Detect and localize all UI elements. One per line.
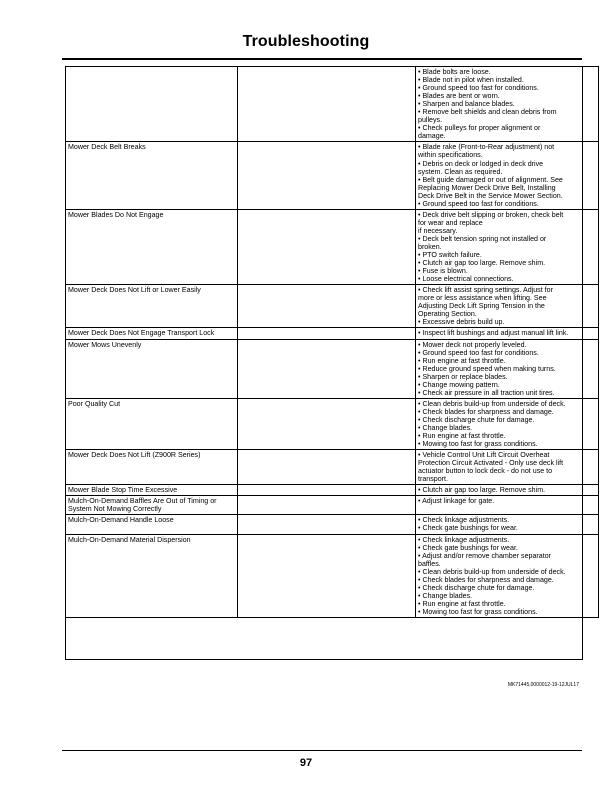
solution-line: baffles. [418, 559, 441, 568]
problem-text: Mower Deck Does Not Lift (Z900R Series) [68, 451, 201, 460]
solution-line: • Check discharge chute for damage. [418, 415, 535, 424]
problem-cell [66, 398, 238, 449]
problem-text: Mower Deck Belt Breaks [68, 143, 146, 152]
solution-line: transport. [418, 475, 448, 484]
page-number: 97 [299, 757, 313, 769]
solution-line: • Check lift assist spring settings. Adjust for [418, 286, 553, 295]
solution-line: Operating Section. [418, 310, 477, 319]
solution-line: • Deck belt tension spring not installed or [418, 234, 547, 243]
table-row [66, 285, 599, 328]
problem-cell [66, 142, 238, 209]
problem-cell [66, 496, 238, 515]
solution-line: • Adjust and/or remove chamber separator [418, 551, 551, 560]
table-row [66, 339, 599, 398]
solution-line: • Ground speed too fast for conditions. [418, 348, 539, 357]
solution-cell [416, 398, 599, 449]
solution-cell [416, 285, 599, 328]
cause-cell [238, 285, 416, 328]
solution-line: • Blades are bent or worn. [418, 92, 500, 101]
cause-cell [238, 142, 416, 209]
solution-line: • Blade bolts are loose. [418, 68, 491, 76]
cause-cell [238, 209, 416, 284]
problem-text: Mower Blades Do Not Engage [68, 210, 164, 219]
problem-text: Mulch-On-Demand Baffles Are Out of Timing or [68, 497, 217, 506]
table-row [66, 67, 599, 142]
solution-cell [416, 209, 599, 284]
solution-cell [416, 485, 599, 496]
solution-line: • Run engine at fast throttle. [418, 356, 506, 365]
solution-line: • Run engine at fast throttle. [418, 599, 506, 608]
table-row [66, 496, 599, 515]
solution-line: • Run engine at fast throttle. [418, 432, 506, 441]
table-row [66, 209, 599, 284]
solution-line: within specifications. [418, 151, 483, 160]
solution-line: pulleys. [418, 116, 443, 125]
problem-cell [66, 534, 238, 617]
solution-line: • Check gate bushings for wear. [418, 543, 518, 552]
cause-cell [238, 534, 416, 617]
table-row [66, 398, 599, 449]
table-row [66, 328, 599, 339]
solution-line: damage. [418, 132, 446, 141]
solution-line: • Excessive debris build up. [418, 318, 505, 327]
solution-line: • Ground speed too fast for conditions. [418, 84, 539, 93]
solution-line: • Adjust linkage for gate. [418, 497, 495, 506]
problem-text: Poor Quality Cut [68, 399, 121, 408]
solution-line: more or less assistance when lifting. See [418, 294, 547, 303]
problem-cell [66, 450, 238, 485]
problem-text: Mower Deck Does Not Engage Transport Lock [68, 329, 215, 338]
troubleshooting-table [65, 66, 599, 618]
solution-line: • PTO switch failure. [418, 251, 482, 260]
solution-line: • Check blades for sharpness and damage. [418, 407, 554, 416]
footer-divider [62, 750, 582, 751]
table-row [66, 515, 599, 534]
solution-line: • Deck drive belt slipping or broken, check belt [418, 210, 564, 219]
solution-line: • Remove belt shields and clean debris from [418, 108, 557, 117]
solution-line: • Check pulleys for proper alignment or [418, 124, 541, 133]
problem-text: System Not Mowing Correctly [68, 505, 162, 514]
solution-line: • Ground speed too fast for conditions. [418, 199, 539, 208]
solution-line: • Clean debris build-up from underside of deck. [418, 399, 566, 408]
solution-line: • Mowing too fast for grass conditions. [418, 607, 538, 616]
solution-line: • Check linkage adjustments. [418, 516, 510, 525]
solution-line: Replacing Mower Deck Drive Belt, Installing [418, 183, 556, 192]
problem-cell [66, 485, 238, 496]
problem-text: Mower Blade Stop Time Excessive [68, 486, 178, 495]
solution-line: Protection Circuit Activated - Only use deck lift [418, 459, 564, 468]
solution-cell [416, 515, 599, 534]
solution-line: for wear and replace [418, 218, 483, 227]
solution-line: actuator button to lock deck - do not use to [418, 467, 553, 476]
solution-line: • Inspect lift bushings and adjust manual lift link. [418, 329, 569, 338]
cause-cell [238, 67, 416, 142]
solution-line: • Sharpen or replace blades. [418, 372, 508, 381]
cause-cell [238, 450, 416, 485]
solution-line: • Blade rake (Front-to-Rear adjustment) not [418, 143, 555, 152]
problem-cell [66, 515, 238, 534]
problem-cell [66, 209, 238, 284]
problem-cell [66, 67, 238, 142]
document-id: MK71445,0000012-19-12JUL17 [507, 682, 579, 688]
solution-line: if necessary. [418, 226, 458, 235]
cause-cell [238, 496, 416, 515]
cause-cell [238, 339, 416, 398]
solution-line: • Check air pressure in all traction unit tires. [418, 388, 555, 397]
solution-line: • Sharpen and balance blades. [418, 100, 515, 109]
table-row [66, 485, 599, 496]
problem-cell [66, 328, 238, 339]
cause-cell [238, 485, 416, 496]
solution-line: system. Clean as required. [418, 167, 503, 176]
solution-cell [416, 339, 599, 398]
solution-line: • Clutch air gap too large. Remove shim. [418, 259, 546, 268]
solution-line: • Check linkage adjustments. [418, 535, 510, 544]
problem-text: Mower Deck Does Not Lift or Lower Easily [68, 286, 201, 295]
table-row [66, 142, 599, 209]
problem-cell [66, 339, 238, 398]
solution-line: • Mower deck not properly leveled. [418, 340, 527, 349]
problem-cell [66, 285, 238, 328]
solution-cell [416, 67, 599, 142]
solution-line: • Reduce ground speed when making turns. [418, 364, 556, 373]
solution-cell [416, 534, 599, 617]
page-title: Troubleshooting [242, 33, 370, 50]
solution-line: • Clean debris build-up from underside of deck. [418, 567, 566, 576]
solution-line: • Debris on deck or lodged in deck drive [418, 159, 544, 168]
solution-line: • Change mowing pattern. [418, 380, 500, 389]
solution-cell [416, 142, 599, 209]
solution-line: • Check discharge chute for damage. [418, 583, 535, 592]
solution-line: broken. [418, 242, 442, 251]
solution-line: • Vehicle Control Unit Lift Circuit Overheat [418, 451, 550, 460]
solution-line: • Blade not in pilot when installed. [418, 76, 524, 85]
solution-line: • Loose electrical connections. [418, 275, 514, 284]
table-row [66, 450, 599, 485]
cause-cell [238, 328, 416, 339]
solution-line: • Change blades. [418, 591, 473, 600]
solution-cell [416, 328, 599, 339]
problem-text: Mulch-On-Demand Handle Loose [68, 516, 174, 525]
cause-cell [238, 398, 416, 449]
solution-cell [416, 496, 599, 515]
solution-line: Deck Drive Belt in the Service Mower Section. [418, 191, 563, 200]
problem-text: Mower Mows Unevenly [68, 340, 142, 349]
solution-line: • Clutch air gap too large. Remove shim. [418, 486, 546, 495]
solution-line: Adjusting Deck Lift Spring Tension in the [418, 302, 545, 311]
solution-cell [416, 450, 599, 485]
solution-line: • Mowing too fast for grass conditions. [418, 440, 538, 449]
title-divider [62, 58, 582, 60]
solution-line: • Change blades. [418, 423, 473, 432]
solution-line: • Belt guide damaged or out of alignment. See [418, 175, 563, 184]
problem-text: Mulch-On-Demand Material Dispersion [68, 535, 191, 544]
solution-line: • Check blades for sharpness and damage. [418, 575, 554, 584]
table-row [66, 534, 599, 617]
cause-cell [238, 515, 416, 534]
solution-line: • Check gate bushings for wear. [418, 524, 518, 533]
solution-line: • Fuse is blown. [418, 267, 468, 276]
